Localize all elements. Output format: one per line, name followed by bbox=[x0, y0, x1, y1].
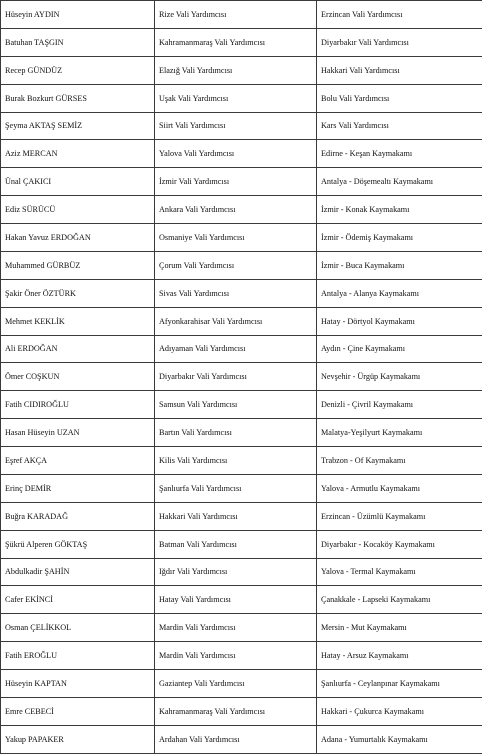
person-name-cell: Abdulkadir ŞAHİN bbox=[1, 558, 155, 586]
table-row bbox=[1, 419, 482, 447]
table-row bbox=[1, 224, 482, 252]
person-name-cell: Aziz MERCAN bbox=[1, 140, 155, 168]
current-position-cell: Iğdır Vali Yardımcısı bbox=[155, 558, 317, 586]
new-position-cell: Bolu Vali Yardımcısı bbox=[317, 84, 482, 112]
person-name-cell: Ediz SÜRÜCÜ bbox=[1, 196, 155, 224]
person-name-cell: Şeyma AKTAŞ SEMİZ bbox=[1, 112, 155, 140]
person-name-cell: Cafer EKİNCİ bbox=[1, 586, 155, 614]
table-row bbox=[1, 670, 482, 698]
new-position-cell: Denizli - Çivril Kaymakamı bbox=[317, 391, 482, 419]
current-position-cell: Afyonkarahisar Vali Yardımcısı bbox=[155, 307, 317, 335]
current-position-cell: Rize Vali Yardımcısı bbox=[155, 1, 317, 29]
new-position-cell: İzmir - Buca Kaymakamı bbox=[317, 251, 482, 279]
table-row bbox=[1, 447, 482, 475]
new-position-cell: Adana - Yumurtalık Kaymakamı bbox=[317, 725, 482, 753]
new-position-cell: Yalova - Armutlu Kaymakamı bbox=[317, 474, 482, 502]
current-position-cell: Uşak Vali Yardımcısı bbox=[155, 84, 317, 112]
current-position-cell: Sivas Vali Yardımcısı bbox=[155, 279, 317, 307]
table-row bbox=[1, 558, 482, 586]
current-position-cell: Samsun Vali Yardımcısı bbox=[155, 391, 317, 419]
table-row bbox=[1, 614, 482, 642]
person-name-cell: Ünal ÇAKICI bbox=[1, 168, 155, 196]
new-position-cell: İzmir - Konak Kaymakamı bbox=[317, 196, 482, 224]
table-row bbox=[1, 140, 482, 168]
new-position-cell: Nevşehir - Ürgüp Kaymakamı bbox=[317, 363, 482, 391]
new-position-cell: Mersin - Mut Kaymakamı bbox=[317, 614, 482, 642]
current-position-cell: Bartın Vali Yardımcısı bbox=[155, 419, 317, 447]
person-name-cell: Batuhan TAŞGIN bbox=[1, 28, 155, 56]
person-name-cell: Osman ÇELİKKOL bbox=[1, 614, 155, 642]
table-row bbox=[1, 1, 482, 29]
table-row bbox=[1, 28, 482, 56]
person-name-cell: Hüseyin AYDIN bbox=[1, 1, 155, 29]
current-position-cell: Diyarbakır Vali Yardımcısı bbox=[155, 363, 317, 391]
person-name-cell: Şükrü Alperen GÖKTAŞ bbox=[1, 530, 155, 558]
current-position-cell: Siirt Vali Yardımcısı bbox=[155, 112, 317, 140]
table-row bbox=[1, 697, 482, 725]
new-position-cell: Hatay - Dörtyol Kaymakamı bbox=[317, 307, 482, 335]
new-position-cell: Antalya - Döşemealtı Kaymakamı bbox=[317, 168, 482, 196]
current-position-cell: Kahramanmaraş Vali Yardımcısı bbox=[155, 28, 317, 56]
new-position-cell: Antalya - Alanya Kaymakamı bbox=[317, 279, 482, 307]
new-position-cell: Diyarbakır Vali Yardımcısı bbox=[317, 28, 482, 56]
person-name-cell: Buğra KARADAĞ bbox=[1, 502, 155, 530]
new-position-cell: Malatya-Yeşilyurt Kaymakamı bbox=[317, 419, 482, 447]
new-position-cell: Erzincan Vali Yardımcısı bbox=[317, 1, 482, 29]
current-position-cell: Kahramanmaraş Vali Yardımcısı bbox=[155, 697, 317, 725]
person-name-cell: Burak Bozkurt GÜRSES bbox=[1, 84, 155, 112]
person-name-cell: Şakir Öner ÖZTÜRK bbox=[1, 279, 155, 307]
table-row bbox=[1, 56, 482, 84]
new-position-cell: Erzincan - Üzümlü Kaymakamı bbox=[317, 502, 482, 530]
current-position-cell: Mardin Vali Yardımcısı bbox=[155, 614, 317, 642]
current-position-cell: Şanlıurfa Vali Yardımcısı bbox=[155, 474, 317, 502]
new-position-cell: Hakkari Vali Yardımcısı bbox=[317, 56, 482, 84]
current-position-cell: Ankara Vali Yardımcısı bbox=[155, 196, 317, 224]
person-name-cell: Mehmet KEKLİK bbox=[1, 307, 155, 335]
current-position-cell: Hatay Vali Yardımcısı bbox=[155, 586, 317, 614]
current-position-cell: Mardin Vali Yardımcısı bbox=[155, 642, 317, 670]
table-row bbox=[1, 335, 482, 363]
current-position-cell: Kilis Vali Yardımcısı bbox=[155, 447, 317, 475]
person-name-cell: Hüseyin KAPTAN bbox=[1, 670, 155, 698]
table-row bbox=[1, 642, 482, 670]
current-position-cell: Yalova Vali Yardımcısı bbox=[155, 140, 317, 168]
current-position-cell: Gaziantep Vali Yardımcısı bbox=[155, 670, 317, 698]
person-name-cell: Emre CEBECİ bbox=[1, 697, 155, 725]
new-position-cell: Kars Vali Yardımcısı bbox=[317, 112, 482, 140]
new-position-cell: Şanlıurfa - Ceylanpınar Kaymakamı bbox=[317, 670, 482, 698]
current-position-cell: Elazığ Vali Yardımcısı bbox=[155, 56, 317, 84]
table-row bbox=[1, 84, 482, 112]
table-row bbox=[1, 391, 482, 419]
current-position-cell: Osmaniye Vali Yardımcısı bbox=[155, 224, 317, 252]
table-row bbox=[1, 725, 482, 753]
new-position-cell: Yalova - Termal Kaymakamı bbox=[317, 558, 482, 586]
new-position-cell: İzmir - Ödemiş Kaymakamı bbox=[317, 224, 482, 252]
current-position-cell: Batman Vali Yardımcısı bbox=[155, 530, 317, 558]
table-row bbox=[1, 586, 482, 614]
table-row bbox=[1, 474, 482, 502]
table-row bbox=[1, 307, 482, 335]
person-name-cell: Yakup PAPAKER bbox=[1, 725, 155, 753]
person-name-cell: Eşref AKÇA bbox=[1, 447, 155, 475]
person-name-cell: Hakan Yavuz ERDOĞAN bbox=[1, 224, 155, 252]
table-row bbox=[1, 112, 482, 140]
person-name-cell: Fatih CIDIROĞLU bbox=[1, 391, 155, 419]
new-position-cell: Edirne - Keşan Kaymakamı bbox=[317, 140, 482, 168]
table-row bbox=[1, 279, 482, 307]
table-row bbox=[1, 251, 482, 279]
person-name-cell: Muhammed GÜRBÜZ bbox=[1, 251, 155, 279]
table-row bbox=[1, 363, 482, 391]
new-position-cell: Trabzon - Of Kaymakamı bbox=[317, 447, 482, 475]
current-position-cell: İzmir Vali Yardımcısı bbox=[155, 168, 317, 196]
current-position-cell: Ardahan Vali Yardımcısı bbox=[155, 725, 317, 753]
new-position-cell: Hakkari - Çukurca Kaymakamı bbox=[317, 697, 482, 725]
current-position-cell: Çorum Vali Yardımcısı bbox=[155, 251, 317, 279]
table-row bbox=[1, 502, 482, 530]
person-name-cell: Recep GÜNDÜZ bbox=[1, 56, 155, 84]
appointment-table-body bbox=[1, 1, 482, 754]
current-position-cell: Hakkari Vali Yardımcısı bbox=[155, 502, 317, 530]
new-position-cell: Aydın - Çine Kaymakamı bbox=[317, 335, 482, 363]
table-row bbox=[1, 530, 482, 558]
table-row bbox=[1, 196, 482, 224]
person-name-cell: Ali ERDOĞAN bbox=[1, 335, 155, 363]
new-position-cell: Diyarbakır - Kocaköy Kaymakamı bbox=[317, 530, 482, 558]
new-position-cell: Çanakkale - Lapseki Kaymakamı bbox=[317, 586, 482, 614]
person-name-cell: Fatih EROĞLU bbox=[1, 642, 155, 670]
table-row bbox=[1, 168, 482, 196]
person-name-cell: Hasan Hüseyin UZAN bbox=[1, 419, 155, 447]
current-position-cell: Adıyaman Vali Yardımcısı bbox=[155, 335, 317, 363]
person-name-cell: Ömer COŞKUN bbox=[1, 363, 155, 391]
person-name-cell: Erinç DEMİR bbox=[1, 474, 155, 502]
new-position-cell: Hatay - Arsuz Kaymakamı bbox=[317, 642, 482, 670]
